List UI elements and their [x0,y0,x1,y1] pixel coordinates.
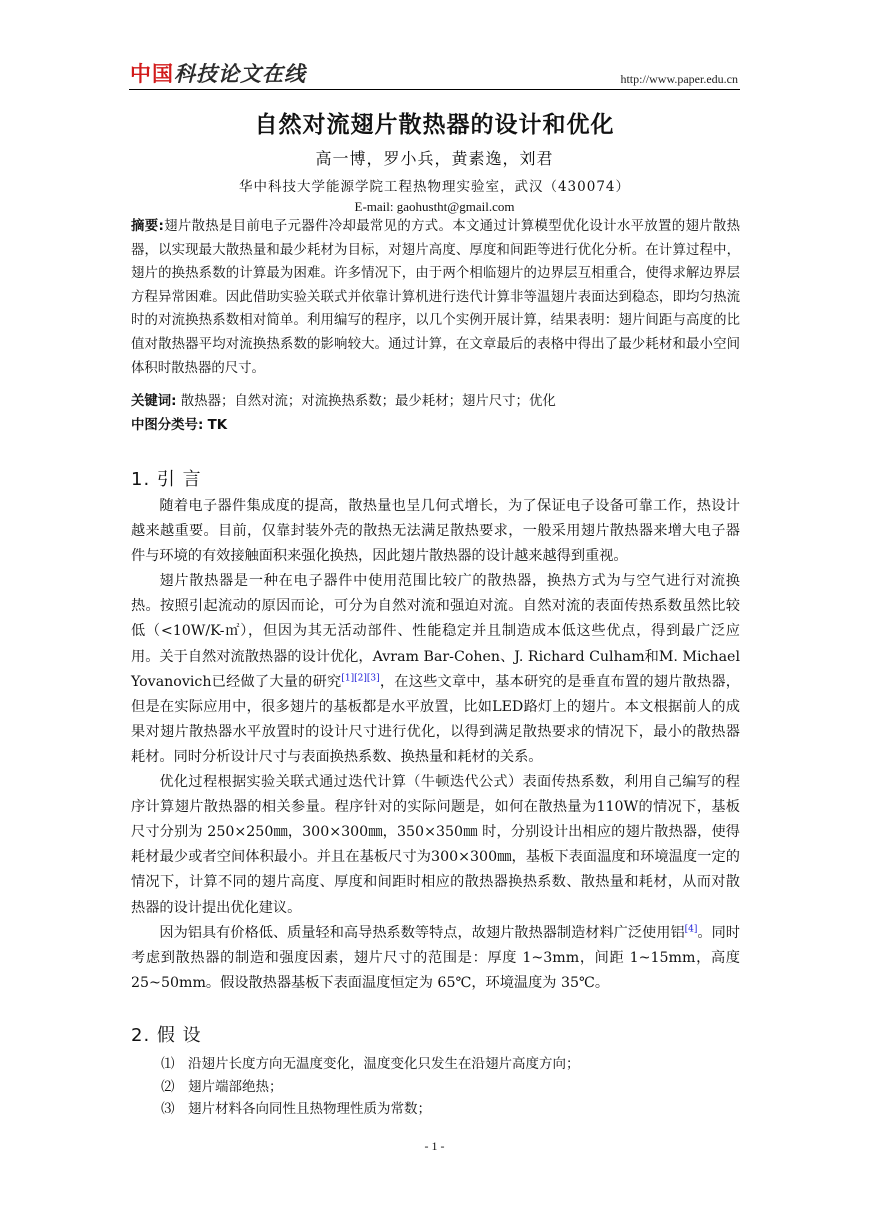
list-text: 沿翅片长度方向无温度变化，温度变化只发生在沿翅片高度方向； [188,1056,580,1072]
classification-value: TK [207,418,228,433]
keywords [131,391,740,413]
list-text: 翅片端部绝热； [188,1078,283,1095]
assumption-list [161,1053,580,1121]
list-item [161,1076,580,1099]
paragraph [131,921,740,996]
affiliation: 华中科技大学能源学院工程热物理实验室，武汉（430074） [238,179,631,195]
logo-text-red: 中国 [130,62,174,86]
site-logo[interactable] [130,60,306,86]
section-heading-intro: 1. 引 言 [131,469,202,490]
citation-link[interactable]: [4] [684,923,698,934]
abstract [131,215,740,380]
paragraph: 随着电子器件集成度的提高，散热量也呈几何式增长，为了保证电子设备可靠工作，热设计越来越重要。目前，仅靠封装外壳的散热无法满足散热要求，一般采用翅片散热器来增大电子器件与环境的有效接触面积来强化换热，因此翅片散热器的设计越来越得到重视。 [131,498,740,565]
page-number: - 1 - [424,1139,445,1153]
paper-title: 自然对流翅片散热器的设计和优化 [254,112,615,138]
authors: 高一博，罗小兵，黄素逸，刘君 [315,149,554,168]
list-item [161,1098,580,1121]
section-heading-assumptions: 2. 假 设 [131,1025,202,1046]
paragraph: 优化过程根据实验关联式通过迭代计算（牛顿迭代公式）表面传热系数，利用自己编写的程序计算翅片散热器的相关参量。程序针对的实际问题是，如何在散热量为110W的情况下，基板尺寸分别为 250×250㎜，300×300㎜，350×350㎜ 时，分别设计出相应的翅片散热器，使得耗材最少或者空间体积最小。并且在基板尺寸为300×300㎜，基板下表面温度和环境温度一定的情况下，计算不同的翅片高度、厚度和间距时相应的散热器换热系数、散热量和耗材，从而对散热器的设计提出优化建议。 [131,774,740,916]
abstract-label: 摘要: [131,219,164,234]
classification [131,415,740,437]
header-divider [129,89,740,90]
list-item [161,1053,580,1076]
list-number: ⑶ [161,1101,175,1117]
header-url[interactable]: http://www.paper.edu.cn [620,72,738,86]
list-number: ⑴ [161,1056,175,1072]
classification-label: 中图分类号: [131,418,204,433]
paragraph-text: 翅片散热器是一种在电子器件中使用范围比较广的散热器，换热方式为与空气进行对流换热。按照引起流动的原因而论，可分为自然对流和强迫对流。自然对流的表面传热系数虽然比较低（<10W/K-㎡），但因为其无活动部件、性能稳定并且制造成本低这些优点，得到最广泛应用。关于自然对流散热器的设计优化，Avram Bar-Cohen、J. Richard Culham和M. Michael Yovanovich已经做了大量的研究 [131,573,740,690]
email[interactable]: E-mail: gaohustht@gmail.com [354,199,515,214]
paragraph-text: 因为铝具有价格低、质量轻和高导热系数等特点，故翅片散热器制造材料广泛使用铝 [159,924,685,941]
paragraph [131,569,740,770]
abstract-text: 翅片散热是目前电子元器件冷却最常见的方式。本文通过计算模型优化设计水平放置的翅片散热器，以实现最大散热量和最少耗材为目标，对翅片高度、厚度和间距等进行优化分析。在计算过程中，翅片的换热系数的计算最为困难。许多情况下，由于两个相临翅片的边界层互相重合，使得求解边界层方程异常困难。因此借助实验关联式并依靠计算机进行迭代计算非等温翅片表面达到稳态，即均匀热流时的对流换热系数相对简单。利用编写的程序，以几个实例开展计算，结果表明：翅片间距与高度的比值对散热器平均对流换热系数的影响较大。通过计算，在文章最后的表格中得出了最少耗材和最小空间体积时散热器的尺寸。 [131,219,740,376]
paragraph-text: ，在这些文章中，基本研究的是垂直布置的翅片散热器，但是在实际应用中，很多翅片的基板都是水平放置，比如LED路灯上的翅片。本文根据前人的成果对翅片散热器水平放置时的设计尺寸进行优化，以得到满足散热要求的情况下，最小的散热器耗材。同时分析设计尺寸与表面换热系数、换热量和耗材的关系。 [131,673,740,765]
list-text: 翅片材料各向同性且热物理性质为常数； [188,1101,431,1117]
citation-link[interactable]: [1][2][3] [341,672,380,683]
logo-text-dark: 科技论文在线 [174,62,306,86]
list-number: ⑵ [161,1078,175,1095]
section-body-intro [131,494,740,996]
keywords-label: 关键词: [131,394,177,409]
keywords-text: 散热器；自然对流；对流换热系数；最少耗材；翅片尺寸；优化 [180,394,556,409]
paragraph-text: 。同时考虑到散热器的制造和强度因素，翅片尺寸的范围是：厚度 1~3mm，间距 1~15mm，高度 25~50mm。假设散热器基板下表面温度恒定为 65℃，环境温度为 35℃。 [131,924,740,991]
